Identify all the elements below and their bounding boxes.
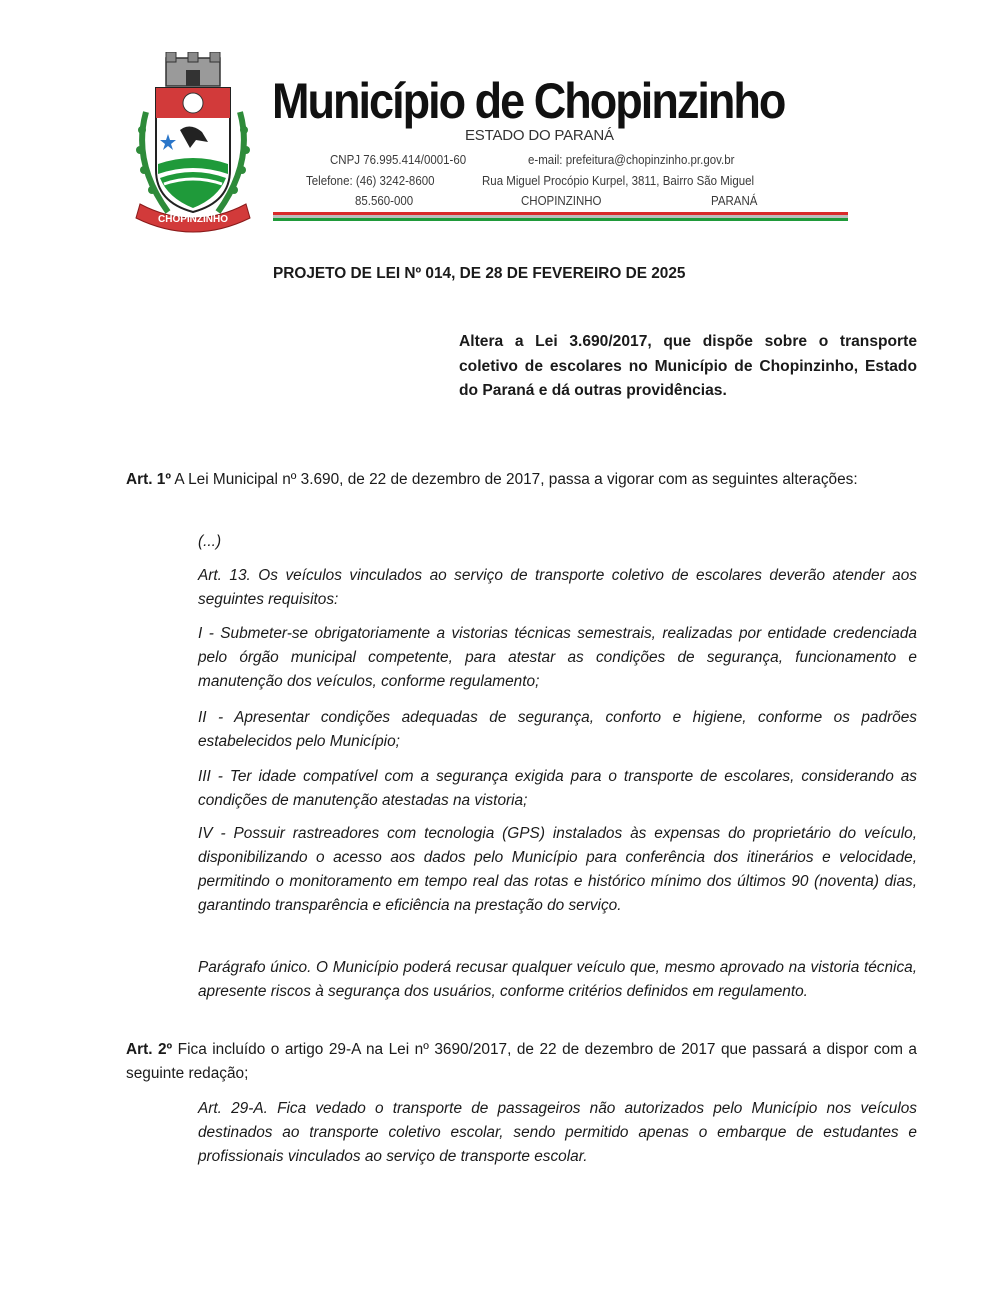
article-1-text: A Lei Municipal nº 3.690, de 22 de dezembro de 2017, passa a vigorar com as seguintes alterações: [170,471,858,488]
article-2-text: Fica incluído o artigo 29-A na Lei nº 3690/2017, de 22 de dezembro de 2017 que passará a dispor com a seguinte redação; [126,1041,917,1082]
article-29a: Art. 29-A. Fica vedado o transporte de passageiros não autorizados pelo Município nos veículos destinados ao transporte coletivo escolar, sendo permitido apenas o embarque de estudantes e profissionais vinculados ao serviço de transporte escolar. [198,1100,917,1165]
email-text: e-mail: prefeitura@chopinzinho.pr.gov.br [528,153,735,167]
article-2-label: Art. 2º [126,1041,173,1058]
paragrafo-unico: Parágrafo único. O Município poderá recusar qualquer veículo que, mesmo aprovado na vistoria técnica, apresente riscos à segurança dos usuários, conforme critérios definidos em regulamento. [198,959,917,1000]
article-13: Art. 13. Os veículos vinculados ao serviço de transporte coletivo de escolares deverão atender aos seguintes requisitos: [198,567,917,608]
inciso-i: I - Submeter-se obrigatoriamente a vistorias técnicas semestrais, realizadas por entidade credenciada pelo órgão municipal competente, para atestar as condições de segurança, funcionamento e manutenção dos veículos, conforme regulamento; [198,625,917,690]
municipal-coat-of-arms-icon [128,52,258,236]
cnpj-text: CNPJ 76.995.414/0001-60 [330,153,467,167]
phone-text: Telefone: (46) 3242-8600 [306,174,435,188]
state-name-text: PARANÁ [711,194,758,208]
inciso-iv: IV - Possuir rastreadores com tecnologia (GPS) instalados às expensas do proprietário do veículo, disponibilizando o acesso aos dados pelo Município para conferência dos itinerários e velocidade, permitindo o monitoramento em tempo real das rotas e histórico mínimo dos últimos 90 (noventa) dias, garantindo transparência e eficiência na prestação do serviço. [198,825,917,914]
ellipsis: (...) [198,533,222,550]
letterhead-stripes [273,212,848,221]
bill-summary: Altera a Lei 3.690/2017, que dispõe sobre o transporte coletivo de escolares no Município de Chopinzinho, Estado do Paraná e dá outras providências. [459,333,917,399]
inciso-iii: III - Ter idade compatível com a segurança exigida para o transporte de escolares, considerando as condições de manutenção atestadas na vistoria; [198,768,917,809]
article-1 [126,468,917,492]
letterhead [0,0,1000,240]
stripe-green [273,218,848,221]
bill-title: PROJETO DE LEI Nº 014, DE 28 DE FEVEREIRO DE 2025 [273,265,686,282]
city-text: CHOPINZINHO [521,194,602,208]
crest-ribbon-text: CHOPINZINHO [158,214,228,225]
cep-text: 85.560-000 [355,194,414,208]
state-subtitle: ESTADO DO PARANÁ [465,127,614,144]
article-2 [126,1038,917,1086]
article-1-label: Art. 1º [126,471,171,488]
municipality-name: Município de Chopinzinho [272,73,785,129]
address-text: Rua Miguel Procópio Kurpel, 3811, Bairro São Miguel [482,174,755,188]
inciso-ii: II - Apresentar condições adequadas de segurança, conforto e higiene, conforme os padrões estabelecidos pelo Município; [198,709,917,750]
